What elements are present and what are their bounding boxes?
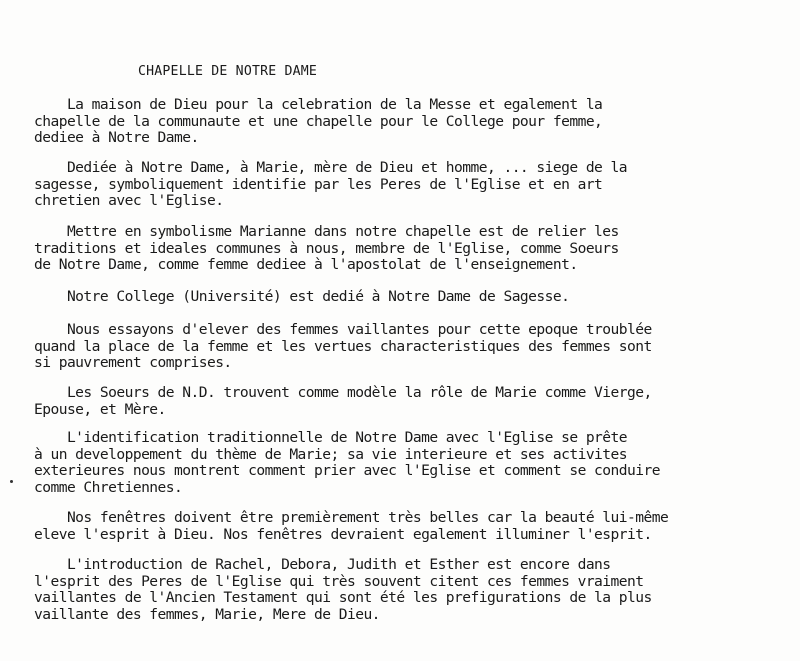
paragraph-5 — [34, 322, 794, 372]
text-line: La maison de Dieu pour la celebration de la Messe et egalement la — [34, 96, 603, 113]
text-line: comme Chretiennes. — [34, 478, 183, 496]
text-line: chretien avec l'Eglise. — [34, 192, 224, 209]
text-line: Notre College (Université) est dedié à Notre Dame de Sagesse. — [34, 288, 570, 305]
text-line: de Notre Dame, comme femme dediee à l'apostolat de l'enseignement. — [34, 256, 578, 273]
text-line: quand la place de la femme et les vertues characteristiques des femmes sont — [34, 337, 652, 355]
paragraph-4 — [34, 289, 794, 306]
document-title: CHAPELLE DE NOTRE DAME — [138, 64, 318, 79]
text-line: Nous essayons d'elever des femmes vaillantes pour cette epoque troublée — [34, 321, 652, 338]
text-line: l'esprit des Peres de l'Eglise qui très souvent citent ces femmes vraiment — [34, 572, 644, 590]
text-line: chapelle de la communaute et une chapelle pour le College pour femme, — [34, 112, 603, 130]
text-line: vaillantes de l'Ancien Testament qui sont été les prefigurations de la plus — [34, 589, 652, 606]
margin-speck — [10, 480, 13, 483]
text-line: dediee à Notre Dame. — [34, 129, 199, 146]
text-line: traditions et ideales communes à nous, membre de l'Eglise, comme Soeurs — [34, 239, 619, 257]
text-line: Nos fenêtres doivent être premièrement très belles car la beauté lui-même — [34, 509, 669, 526]
text-line: Dediée à Notre Dame, à Marie, mère de Dieu et homme, ... siege de la — [34, 159, 628, 176]
paragraph-3 — [34, 224, 794, 274]
text-line: Mettre en symbolisme Marianne dans notre chapelle est de relier les — [34, 223, 619, 240]
text-line: L'introduction de Rachel, Debora, Judith et Esther est encore dans — [34, 556, 611, 573]
paragraph-7 — [34, 430, 794, 496]
text-line: vaillante des femmes, Marie, Mere de Dieu. — [34, 605, 380, 623]
text-line: Les Soeurs de N.D. trouvent comme modèle la rôle de Marie comme Vierge, — [34, 384, 652, 401]
text-line: si pauvrement comprises. — [34, 354, 232, 371]
text-line: eleve l'esprit à Dieu. Nos fenêtres devraient egalement illuminer l'esprit. — [34, 525, 652, 543]
paragraph-1 — [34, 97, 794, 147]
text-line: exterieures nous montrent comment prier avec l'Eglise et comment se conduire — [34, 462, 660, 479]
text-line: à un developpement du thème de Marie; sa vie interieure et ses activites — [34, 445, 628, 463]
paragraph-9 — [34, 557, 794, 623]
paragraph-8 — [34, 510, 794, 543]
text-line: Epouse, et Mère. — [34, 400, 166, 418]
text-line: sagesse, symboliquement identifie par les Peres de l'Eglise et en art — [34, 175, 603, 193]
paragraph-2 — [34, 160, 794, 210]
text-line: L'identification traditionnelle de Notre Dame avec l'Eglise se prête — [34, 429, 628, 446]
paragraph-6 — [34, 385, 794, 418]
